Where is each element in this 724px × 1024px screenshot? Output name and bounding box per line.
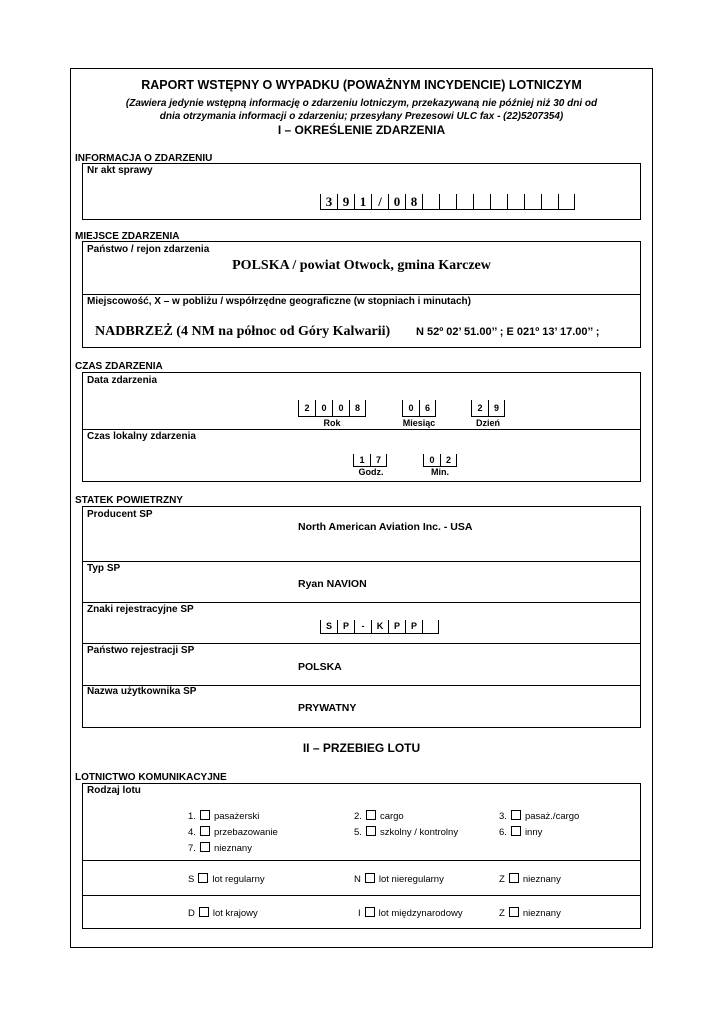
option-label: lot regularny	[212, 874, 265, 885]
option-number: 4.	[188, 827, 196, 838]
checkbox[interactable]	[365, 907, 375, 917]
option-code: Z	[499, 874, 505, 885]
option-code: N	[354, 874, 361, 885]
location-country-label: Państwo / rejon zdarzenia	[87, 244, 210, 255]
checkbox[interactable]	[366, 826, 376, 836]
registration-char: S	[320, 620, 337, 634]
option-code: D	[188, 908, 195, 919]
flight-kind-option[interactable]	[354, 810, 404, 822]
flight-kind-label: Rodzaj lotu	[87, 785, 141, 796]
case-char: 1	[354, 194, 371, 210]
registration-field[interactable]	[320, 620, 439, 634]
case-char	[524, 194, 541, 210]
section-two-title: II – PRZEBIEG LOTU	[302, 741, 421, 755]
month-digit: 6	[419, 400, 436, 417]
type-value: Ryan NAVION	[298, 578, 367, 590]
manufacturer-label: Producent SP	[87, 509, 153, 520]
option-label: szkolny / kontrolny	[379, 827, 459, 838]
type-label: Typ SP	[87, 563, 121, 574]
flight-kind-option[interactable]	[499, 810, 579, 822]
scope-option[interactable]	[358, 907, 463, 919]
location-place-value: NADBRZEŻ (4 NM na północ od Góry Kalwarii)	[95, 324, 391, 339]
year-caption: Rok	[323, 418, 341, 428]
checkbox[interactable]	[200, 826, 210, 836]
option-label: pasażerski	[213, 811, 260, 822]
hour-field[interactable]	[353, 454, 387, 467]
checkbox[interactable]	[509, 907, 519, 917]
option-number: 7.	[188, 843, 196, 854]
registration-char: P	[337, 620, 354, 634]
hour-caption: Godz.	[358, 467, 384, 477]
checkbox[interactable]	[200, 842, 210, 852]
option-number: 6.	[499, 827, 507, 838]
case-char: 8	[405, 194, 422, 210]
divider	[82, 643, 641, 644]
option-label: pasaż./cargo	[524, 811, 580, 822]
year-field[interactable]	[298, 400, 366, 417]
flight-heading: LOTNICTWO KOMUNIKACYJNE	[75, 772, 227, 783]
regularity-option[interactable]	[499, 873, 561, 885]
hour-digit: 1	[353, 454, 370, 467]
location-coordinates-value: N 52º 02’ 51.00’’ ; E 021º 13’ 17.00’’ ;	[416, 326, 600, 338]
option-code: I	[358, 908, 361, 919]
case-char	[456, 194, 473, 210]
case-char: 3	[320, 194, 337, 210]
year-digit: 0	[315, 400, 332, 417]
divider	[82, 860, 641, 861]
section-one-title: I – OKREŚLENIE ZDARZENIA	[277, 123, 446, 137]
registration-label: Znaki rejestracyjne SP	[87, 604, 194, 615]
option-number: 2.	[354, 811, 362, 822]
local-time-label: Czas lokalny zdarzenia	[87, 431, 196, 442]
scope-option[interactable]	[499, 907, 561, 919]
option-label: przebazowanie	[213, 827, 278, 838]
month-field[interactable]	[402, 400, 436, 417]
flight-kind-option[interactable]	[188, 826, 278, 838]
divider	[82, 561, 641, 562]
case-char	[473, 194, 490, 210]
registration-country-label: Państwo rejestracji SP	[87, 645, 195, 656]
option-label: lot krajowy	[212, 908, 258, 919]
checkbox[interactable]	[366, 810, 376, 820]
registration-char: P	[388, 620, 405, 634]
month-caption: Miesiąc	[402, 418, 436, 428]
registration-country-value: POLSKA	[298, 661, 342, 673]
divider	[82, 602, 641, 603]
flight-kind-option[interactable]	[354, 826, 458, 838]
case-char	[439, 194, 456, 210]
option-code: S	[188, 874, 195, 885]
regularity-option[interactable]	[188, 873, 265, 885]
hour-digit: 7	[370, 454, 387, 467]
day-digit: 9	[488, 400, 505, 417]
year-digit: 2	[298, 400, 315, 417]
scope-option[interactable]	[188, 907, 258, 919]
option-label: nieznany	[522, 908, 561, 919]
form-subtitle-line2: dnia otrzymania informacji o zdarzeniu; przesyłany Prezesowi ULC fax - (22)5207354)	[159, 111, 564, 122]
day-digit: 2	[471, 400, 488, 417]
location-place-label: Miejscowość, X – w pobliżu / współrzędne geograficzne (w stopniach i minutach)	[87, 296, 471, 307]
case-char: 9	[337, 194, 354, 210]
option-number: 5.	[354, 827, 362, 838]
divider	[82, 294, 641, 295]
checkbox[interactable]	[509, 873, 519, 883]
event-info-heading: INFORMACJA O ZDARZENIU	[75, 153, 213, 164]
registration-char: -	[354, 620, 371, 634]
option-label: nieznany	[522, 874, 561, 885]
minute-digit: 2	[440, 454, 457, 467]
manufacturer-value: North American Aviation Inc. - USA	[298, 521, 473, 533]
operator-value: PRYWATNY	[298, 702, 357, 714]
option-label: cargo	[379, 811, 404, 822]
year-digit: 8	[349, 400, 366, 417]
time-heading: CZAS ZDARZENIA	[75, 361, 163, 372]
divider	[82, 895, 641, 896]
operator-label: Nazwa użytkownika SP	[87, 686, 197, 697]
case-char: 0	[388, 194, 405, 210]
minute-digit: 0	[423, 454, 440, 467]
option-label: lot międzynarodowy	[378, 908, 463, 919]
day-field[interactable]	[471, 400, 505, 417]
registration-char: P	[405, 620, 422, 634]
case-char	[558, 194, 575, 210]
case-number-field[interactable]	[320, 194, 575, 210]
registration-char: K	[371, 620, 388, 634]
day-caption: Dzień	[475, 418, 500, 428]
flight-kind-option[interactable]	[499, 826, 542, 838]
month-digit: 0	[402, 400, 419, 417]
flight-kind-option[interactable]	[188, 842, 252, 854]
minute-caption: Min.	[431, 467, 449, 477]
year-digit: 0	[332, 400, 349, 417]
option-label: lot nieregularny	[378, 874, 444, 885]
checkbox[interactable]	[200, 810, 210, 820]
case-char: /	[371, 194, 388, 210]
checkbox[interactable]	[511, 826, 521, 836]
option-number: 3.	[499, 811, 507, 822]
option-label: inny	[524, 827, 543, 838]
form-title: RAPORT WSTĘPNY O WYPADKU (POWAŻNYM INCYDENCIE) LOTNICZYM	[141, 78, 582, 92]
case-char	[541, 194, 558, 210]
checkbox[interactable]	[511, 810, 521, 820]
case-number-label: Nr akt sprawy	[87, 165, 153, 176]
case-number-box	[82, 163, 641, 220]
minute-field[interactable]	[423, 454, 457, 467]
case-char	[422, 194, 439, 210]
location-heading: MIEJSCE ZDARZENIA	[75, 231, 180, 242]
date-label: Data zdarzenia	[87, 375, 158, 386]
case-char	[507, 194, 524, 210]
checkbox[interactable]	[198, 873, 208, 883]
flight-kind-option[interactable]	[188, 810, 259, 822]
option-label: nieznany	[213, 843, 252, 854]
aircraft-heading: STATEK POWIETRZNY	[75, 495, 183, 506]
divider	[82, 429, 641, 430]
regularity-option[interactable]	[354, 873, 444, 885]
option-number: 1.	[188, 811, 196, 822]
option-code: Z	[499, 908, 505, 919]
location-country-value: POLSKA / powiat Otwock, gmina Karczew	[232, 258, 491, 273]
case-char	[490, 194, 507, 210]
checkbox[interactable]	[199, 907, 209, 917]
registration-char	[422, 620, 439, 634]
form-subtitle-line1: (Zawiera jedynie wstępną informację o zdarzeniu lotniczym, przekazywaną nie później niż 30 dni od	[125, 98, 598, 109]
checkbox[interactable]	[365, 873, 375, 883]
